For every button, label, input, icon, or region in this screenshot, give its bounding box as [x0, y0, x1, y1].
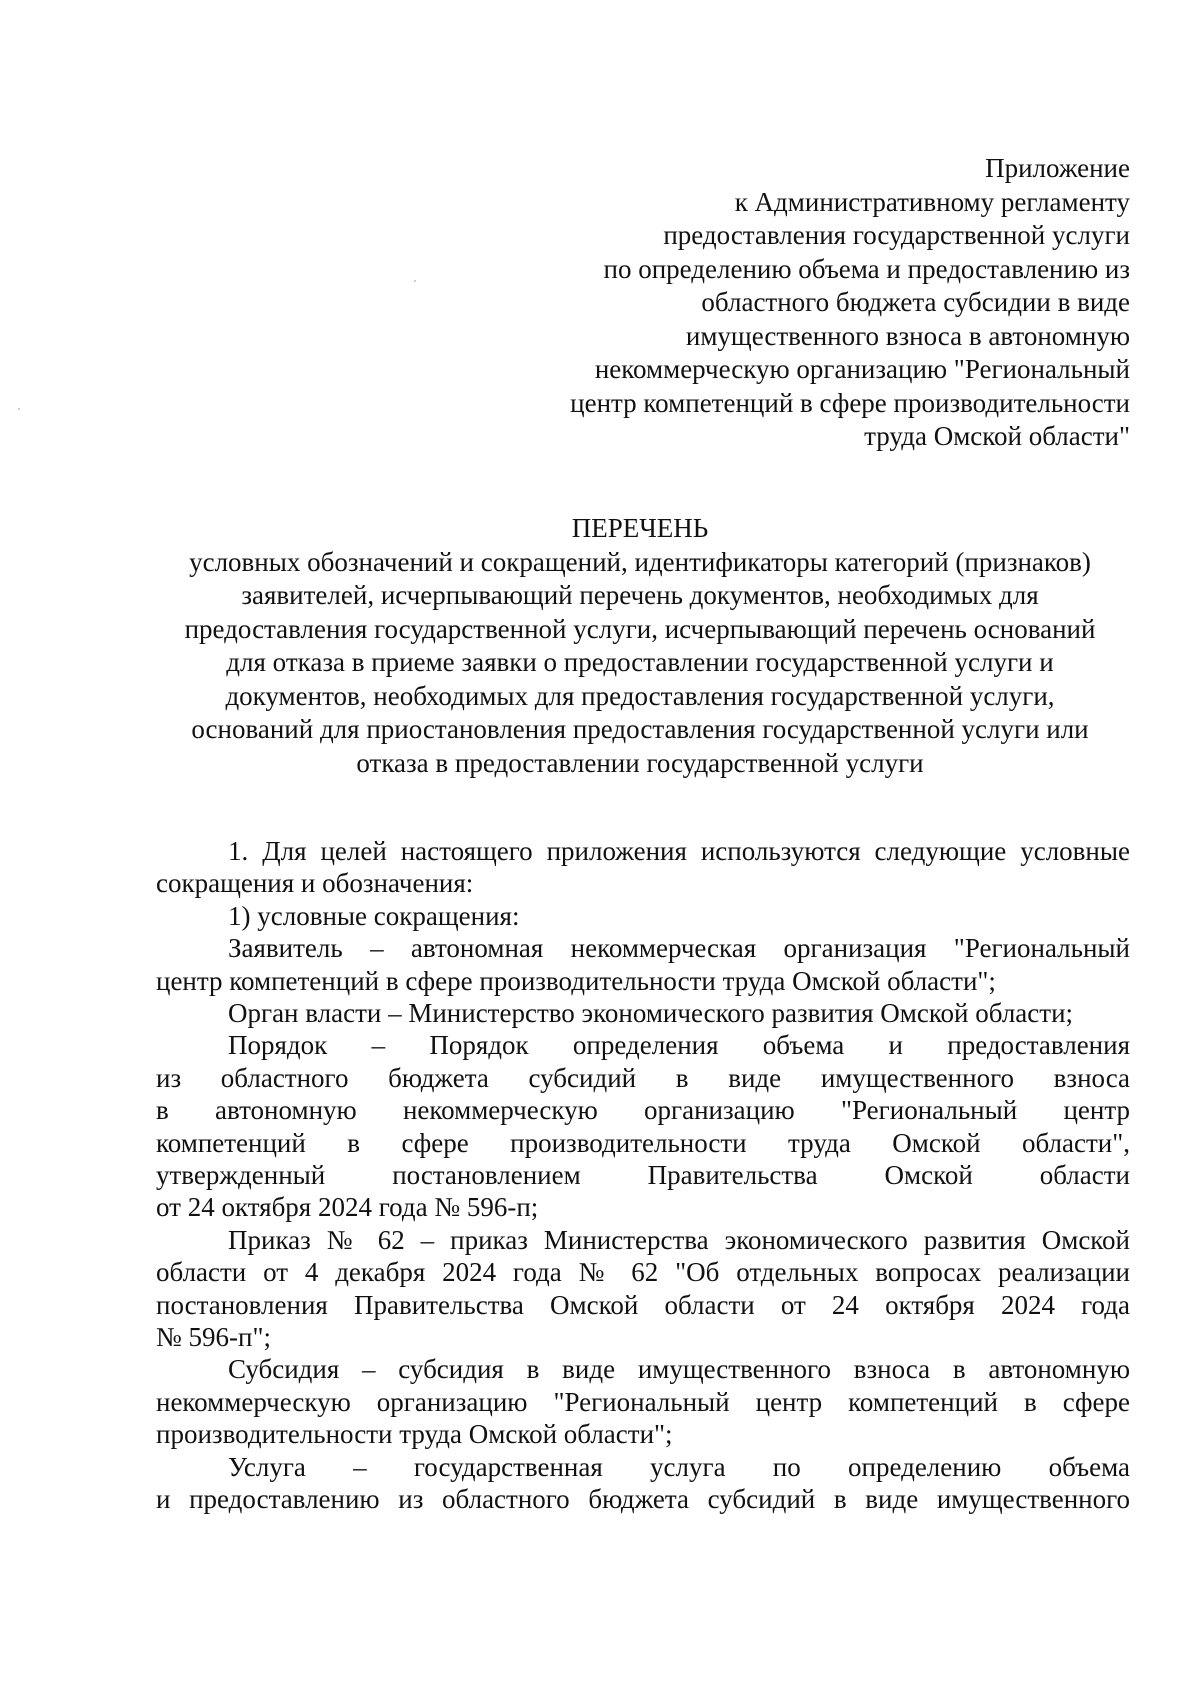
body-line: компетенций в сфере производительности труда Омской области", [156, 1127, 1130, 1158]
body-line: Субсидия – субсидия в виде имущественного взноса в автономную [228, 1354, 1130, 1385]
body-line: и предоставлению из областного бюджета субсидий в виде имущественного [156, 1483, 1130, 1514]
body-line: Услуга – государственная услуга по определению объема [228, 1451, 1130, 1482]
body-line: центр компетенций в сфере производительности труда Омской области"; [156, 965, 996, 996]
body-line: Заявитель – автономная некоммерческая организация "Региональный [228, 933, 1130, 964]
title-line: условных обозначений и сокращений, идентификаторы категорий (признаков) [189, 546, 1091, 577]
body-line: из областного бюджета субсидий в виде имущественного взноса [156, 1062, 1130, 1093]
appendix-line: некоммерческую организацию "Региональный [594, 354, 1130, 384]
appendix-line: труда Омской области" [864, 421, 1130, 451]
appendix-line: к Административному регламенту [734, 186, 1130, 217]
appendix-line: областного бюджета субсидии в виде [701, 287, 1130, 317]
body-line: области от 4 декабря 2024 года № 62 "Об отдельных вопросах реализации [156, 1257, 1130, 1288]
body-line: от 24 октября 2024 года № 596-п; [156, 1192, 539, 1223]
body-line: Приказ № 62 – приказ Министерства экономического развития Омской [228, 1224, 1130, 1255]
appendix-line: имущественного взноса в автономную [685, 320, 1130, 351]
scan-speck [18, 408, 20, 410]
body-line: Орган власти – Министерство экономического развития Омской области; [228, 998, 1074, 1028]
appendix-header [520, 152, 1130, 454]
body-text [156, 835, 1130, 1515]
appendix-line: Приложение [985, 153, 1130, 183]
appendix-line: предоставления государственной услуги [663, 220, 1130, 250]
title-line: отказа в предоставлении государственной услуги [356, 747, 924, 778]
body-line: некоммерческую организацию "Региональный центр компетенций в сфере [156, 1386, 1130, 1417]
body-line: производительности труда Омской области"; [156, 1419, 673, 1450]
body-line: Порядок – Порядок определения объема и предоставления [228, 1030, 1130, 1061]
body-line: сокращения и обозначения: [156, 868, 474, 899]
body-line: 1. Для целей настоящего приложения используются следующие условные [228, 836, 1130, 866]
scan-speck [414, 280, 416, 282]
body-line: № 596-п"; [156, 1321, 271, 1352]
appendix-line: центр компетенций в сфере производительности [570, 387, 1130, 418]
title-line: документов, необходимых для предоставления государственной услуги, [225, 680, 1055, 711]
body-line: постановления Правительства Омской области от 24 октября 2024 года [156, 1289, 1130, 1320]
body-line: в автономную некоммерческую организацию "Региональный центр [156, 1095, 1130, 1126]
title-line: заявителей, исчерпывающий перечень документов, необходимых для [241, 580, 1039, 610]
appendix-line: по определению объема и предоставлению из [603, 253, 1130, 284]
title-heading: ПЕРЕЧЕНЬ [571, 513, 709, 543]
title-line: оснований для приостановления предоставления государственной услуги или [191, 714, 1089, 744]
document-title [150, 512, 1130, 780]
body-line: 1) условные сокращения: [228, 900, 520, 931]
title-line: предоставления государственной услуги, исчерпывающий перечень оснований [184, 613, 1096, 644]
body-line: утвержденный постановлением Правительства Омской области [156, 1159, 1130, 1190]
title-line: для отказа в приеме заявки о предоставлении государственной услуги и [226, 647, 1054, 677]
